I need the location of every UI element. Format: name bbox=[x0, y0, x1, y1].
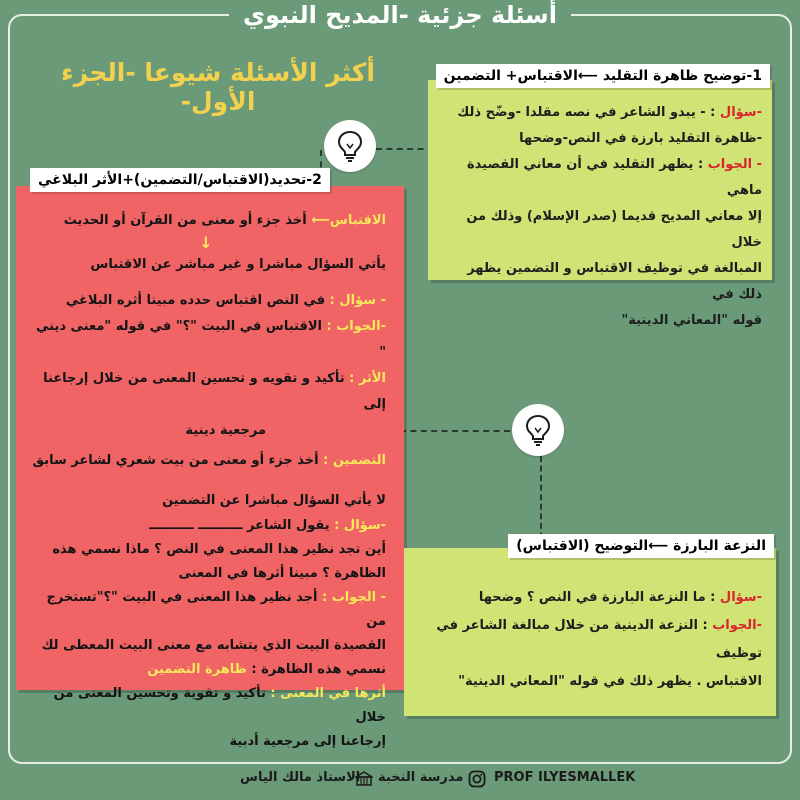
lightbulb-icon bbox=[524, 414, 552, 446]
a2-line bbox=[26, 586, 386, 634]
question-label: -سؤال : bbox=[334, 518, 386, 533]
question-text: في النص اقتباس حدده مبينا أثره البلاغي bbox=[65, 293, 326, 308]
tadmin-note: لا يأتي السؤال مباشرا عن التضمين bbox=[162, 493, 386, 508]
instagram-handle[interactable]: PROF ILYESMALLEK bbox=[494, 770, 636, 785]
question-label: -سؤال bbox=[719, 105, 762, 120]
school-building-icon bbox=[355, 771, 373, 791]
iqtibas-definition bbox=[26, 208, 386, 234]
question-label: -سؤال bbox=[719, 590, 762, 605]
page-title: أسئلة جزئية -المديح النبوي bbox=[229, 0, 571, 30]
connector-line bbox=[400, 430, 510, 432]
card3-answer-2: الاقتباس . يظهر ذلك في قوله "المعاني الدينية" bbox=[458, 674, 762, 689]
teacher-name: الاستاذ مالك الياس bbox=[240, 770, 361, 785]
q2-line-2: أين تجد نظير هذا المعنى في النص ؟ ماذا نسمي هذه bbox=[52, 542, 386, 557]
card1-answer-2: إلا معاني المديح قديما (صدر الإسلام) وذلك من خلال bbox=[466, 209, 762, 250]
a2-line-2: القصيدة البيت الذي يتشابه مع معنى البيت المعطى لك bbox=[41, 638, 386, 653]
answer-label: - الجواب bbox=[707, 157, 762, 172]
card1-answer-3: المبالغة في توظيف الاقتباس و التضمين يظهر ذلك في bbox=[467, 261, 762, 302]
footer bbox=[0, 770, 800, 792]
q1-line bbox=[26, 288, 386, 314]
card2-heading: 2-تحديد(الاقتباس/التضمين)+الأثر البلاغي bbox=[30, 168, 330, 192]
question-label: - سؤال : bbox=[329, 293, 386, 308]
answer-text: : يظهر التقليد في أن معاني القصيدة ماهي bbox=[466, 157, 762, 198]
school-name: مدرسة النخبة bbox=[378, 770, 464, 785]
connector-line bbox=[376, 148, 434, 150]
bulb-badge bbox=[324, 120, 376, 172]
iqtibas-text: أخذ جزء أو معنى من القرآن أو الحديث bbox=[63, 213, 307, 228]
card-imitation bbox=[428, 80, 772, 328]
card1-question-2: -ظاهرة التقليد بارزة في النص-وضحها bbox=[519, 131, 762, 146]
q2-line-3: الظاهرة ؟ مبينا أثرها في المعنى bbox=[178, 566, 386, 581]
answer-highlight: ظاهرة التضمين bbox=[147, 662, 247, 677]
effect-line-2: مرجعية دينية bbox=[185, 423, 266, 438]
card3-answer-1 bbox=[418, 612, 762, 668]
tadmin-label: التضمين : bbox=[323, 453, 386, 468]
question-text: : - يبدو الشاعر في نصه مقلدا -وضّح ذلك bbox=[457, 105, 716, 120]
card3-heading: النزعة البارزة ⟵التوضيح (الاقتباس) bbox=[508, 534, 774, 558]
answer-text: الاقتباس في البيت "؟" في قوله "معنى ديني " bbox=[36, 319, 386, 360]
answer-text: نسمي هذه الظاهرة : bbox=[251, 662, 386, 677]
a2-line-3 bbox=[26, 658, 386, 682]
card-tendency bbox=[404, 548, 776, 716]
question-text: : ما النزعة البارزة في النص ؟ وضحها bbox=[478, 590, 716, 605]
answer-label: -الجواب bbox=[712, 618, 762, 633]
effect-label: أثرها في المعنى : bbox=[270, 686, 386, 701]
card1-answer-4: قوله "المعاني الدينية" bbox=[621, 313, 762, 328]
tadmin-text: أخذ جزء أو معنى من بيت شعري لشاعر سابق bbox=[32, 453, 319, 468]
answer-label: - الجواب : bbox=[321, 590, 386, 605]
card1-answer-1 bbox=[440, 152, 762, 204]
card3-question bbox=[418, 584, 762, 612]
q2-line bbox=[26, 514, 386, 538]
card1-question-1 bbox=[440, 100, 762, 126]
answer-text: أجد نظير هذا المعنى في البيت "؟"تستخرج من bbox=[46, 590, 386, 629]
tadmin-definition bbox=[26, 448, 386, 474]
effect2-line bbox=[26, 682, 386, 730]
title-bar bbox=[0, 0, 800, 30]
down-arrow-icon: ↓ bbox=[199, 233, 213, 252]
a1-line bbox=[26, 314, 386, 366]
card1-heading: 1-توضيح ظاهرة التقليد ⟵الاقتباس+ التضمين bbox=[436, 64, 770, 88]
instagram-icon bbox=[468, 770, 486, 792]
page-subtitle: أكثر الأسئلة شيوعا -الجزء الأول- bbox=[61, 58, 375, 116]
answer-label: -الجواب : bbox=[326, 319, 386, 334]
effect2-line-2: إرجاعنا إلى مرجعية أدبية bbox=[229, 734, 386, 749]
card-identify bbox=[16, 186, 404, 749]
question-text: يقول الشاعر ــــــــــ ــــــــــ bbox=[149, 518, 330, 533]
iqtibas-label: الاقتباس⟵ bbox=[311, 213, 386, 228]
iqtibas-note: يأتي السؤال مباشرا و غير مباشر عن الاقتباس bbox=[90, 257, 386, 272]
effect-text: تأكيد و تقوية وتحسين المعنى من خلال bbox=[53, 686, 386, 725]
answer-text: : النزعة الدينية من خلال مبالغة الشاعر في توظيف bbox=[436, 618, 762, 661]
lightbulb-icon bbox=[336, 130, 364, 162]
effect-label: الأثر : bbox=[349, 371, 386, 386]
bulb-badge bbox=[512, 404, 564, 456]
effect-text: تأكيد و تقويه و تحسين المعنى من خلال إرجاعنا إلى bbox=[43, 371, 386, 412]
effect-line bbox=[26, 366, 386, 418]
